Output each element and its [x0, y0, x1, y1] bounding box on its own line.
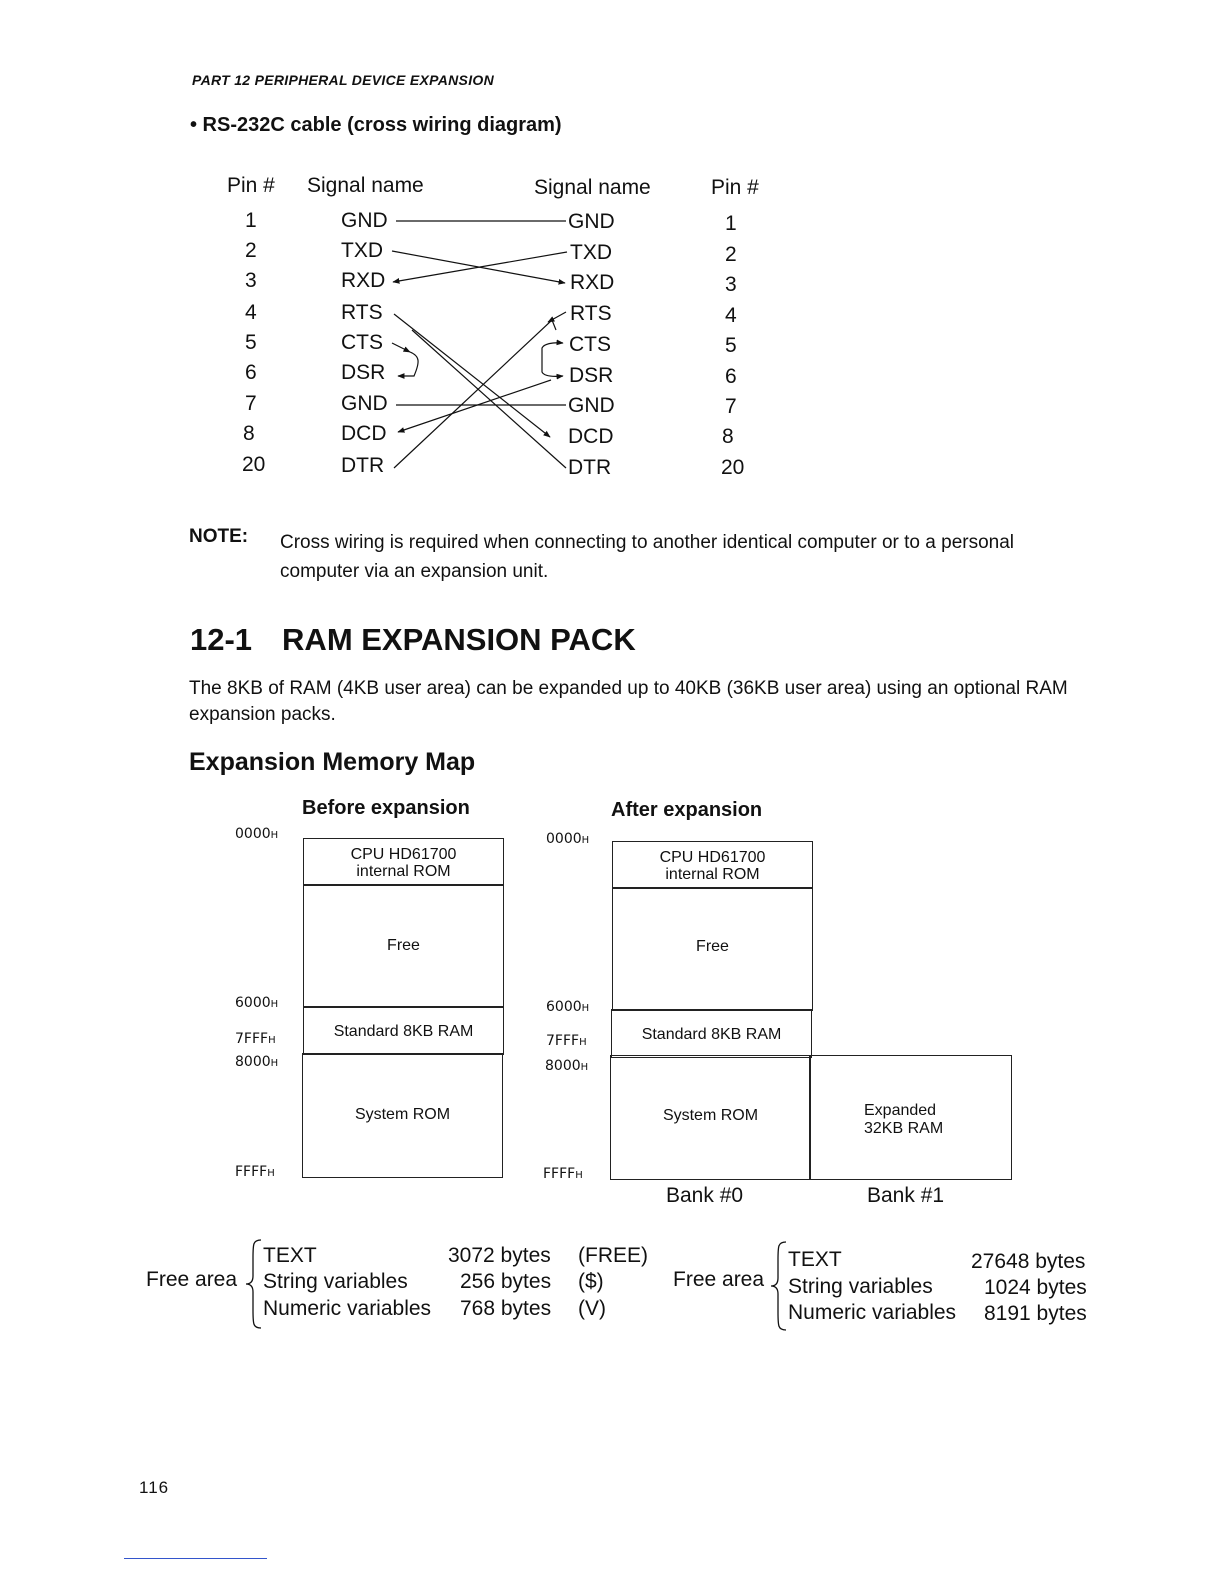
- pin-right: 1: [725, 212, 737, 235]
- memory-map-heading: Expansion Memory Map: [189, 748, 476, 776]
- wiring-heading: • RS-232C cable (cross wiring diagram): [190, 114, 562, 136]
- pin-left: 1: [245, 209, 257, 232]
- signal-right: CTS: [569, 333, 611, 356]
- addr-value: 8000: [235, 1054, 271, 1070]
- signal-left: TXD: [341, 239, 383, 262]
- wire-cts-right: [542, 343, 563, 356]
- free-area-label-before: Free area: [146, 1268, 238, 1291]
- addr-7fff-before: [235, 1031, 276, 1047]
- block-cpu-line1: CPU HD61700: [659, 849, 766, 866]
- addr-6000-before: [235, 995, 278, 1011]
- block-sys-rom-after: [610, 1055, 811, 1180]
- block-std-ram-after: [611, 1009, 812, 1058]
- pin-right: 5: [725, 334, 737, 357]
- note-text: Cross wiring is required when connecting to another identical computer or to a personal computer via an expansion unit.: [280, 532, 1015, 582]
- pin-right: 7: [725, 395, 737, 418]
- free-area-label-after: Free area: [673, 1268, 765, 1291]
- pin-left: 20: [242, 453, 266, 476]
- brace-before-icon: [244, 1238, 264, 1330]
- signal-left: DTR: [341, 454, 385, 477]
- addr-6000-after: [546, 999, 589, 1015]
- addr-value: 0000: [235, 826, 271, 842]
- addr-0000-before: [235, 826, 278, 842]
- addr-value: 0000: [546, 831, 582, 847]
- signal-right: DSR: [569, 364, 614, 387]
- free-before-text-name: TEXT: [263, 1244, 317, 1267]
- signal-left: RXD: [341, 269, 386, 292]
- before-expansion-label: Before expansion: [302, 797, 470, 819]
- addr-value: 6000: [546, 999, 582, 1015]
- free-before-numeric-name: Numeric variables: [263, 1297, 432, 1320]
- signal-left: DSR: [341, 361, 386, 384]
- free-before-numeric-bytes: 768 bytes: [460, 1297, 552, 1320]
- wire-rts-dcd: [394, 314, 550, 437]
- pin-right: 8: [722, 425, 734, 448]
- block-exp-line2: 32KB RAM: [864, 1120, 944, 1137]
- free-after-numeric-bytes: 8191 bytes: [984, 1302, 1087, 1325]
- pin-left: 4: [245, 301, 257, 324]
- free-after-text-bytes: 27648 bytes: [971, 1250, 1086, 1273]
- pin-right: 2: [725, 243, 737, 266]
- signal-left: RTS: [341, 301, 383, 324]
- section-intro: The 8KB of RAM (4KB user area) can be expanded up to 40KB (36KB user area) using an optional RAM expansion packs.: [189, 678, 1068, 725]
- free-before-text-note: (FREE): [578, 1244, 648, 1267]
- section-title-text: RAM EXPANSION PACK: [282, 622, 636, 657]
- addr-suffix: H: [268, 1035, 276, 1046]
- signal-right: DCD: [568, 425, 614, 448]
- signal-right: RTS: [570, 302, 612, 325]
- wire-dtr-dcd: [398, 380, 551, 432]
- pin-right: 3: [725, 273, 737, 296]
- page-number: 116: [139, 1478, 170, 1497]
- block-std-ram-label: Standard 8KB RAM: [641, 1026, 782, 1043]
- note-label: NOTE:: [189, 526, 249, 547]
- block-cpu-rom-before: [303, 838, 504, 886]
- free-after-text-name: TEXT: [788, 1248, 842, 1271]
- col-pin-right: Pin #: [711, 176, 759, 199]
- brace-after-icon: [769, 1240, 789, 1332]
- signal-left: GND: [341, 209, 388, 232]
- col-signal-left: Signal name: [307, 174, 424, 197]
- addr-8000-after: [545, 1058, 588, 1074]
- block-std-ram-before: [303, 1006, 504, 1055]
- addr-suffix: H: [579, 1037, 587, 1048]
- addr-value: 7FFF: [235, 1031, 269, 1047]
- free-before-string-bytes: 256 bytes: [460, 1270, 552, 1293]
- block-sys-rom-before: [302, 1053, 503, 1178]
- pin-right: 20: [721, 456, 745, 479]
- addr-value: FFFF: [235, 1164, 268, 1180]
- addr-value: 6000: [235, 995, 271, 1011]
- block-exp-line1: Expanded: [864, 1102, 937, 1119]
- pin-right: 4: [725, 304, 737, 327]
- signal-right: GND: [568, 210, 615, 233]
- pin-left: 6: [245, 361, 257, 384]
- wire-dtr-cts: [394, 320, 556, 468]
- free-after-numeric-name: Numeric variables: [788, 1301, 957, 1324]
- wire-rts-right-stub: [548, 312, 566, 322]
- block-free-label: Free: [696, 938, 729, 955]
- pin-left: 3: [245, 269, 257, 292]
- addr-value: 8000: [545, 1058, 581, 1074]
- signal-left: GND: [341, 392, 388, 415]
- after-expansion-label: After expansion: [611, 799, 763, 821]
- bank0-label: Bank #0: [666, 1184, 744, 1207]
- running-header: PART 12 PERIPHERAL DEVICE EXPANSION: [192, 72, 494, 88]
- pin-left: 7: [245, 392, 257, 415]
- addr-suffix: H: [581, 835, 590, 846]
- col-pin-left: Pin #: [227, 174, 275, 197]
- addr-0000-after: [546, 831, 589, 847]
- addr-suffix: H: [580, 1062, 589, 1073]
- block-sys-rom-label: System ROM: [662, 1107, 759, 1124]
- block-free-before: [303, 884, 504, 1008]
- pin-left: 8: [243, 422, 255, 445]
- free-before-string-note: ($): [578, 1270, 604, 1293]
- addr-suffix: H: [581, 1003, 590, 1014]
- block-sys-rom-label: System ROM: [354, 1106, 451, 1123]
- signal-right: TXD: [570, 241, 612, 264]
- section-title: [190, 622, 636, 658]
- block-std-ram-label: Standard 8KB RAM: [333, 1023, 474, 1040]
- pin-left: 2: [245, 239, 257, 262]
- pin-left: 5: [245, 331, 257, 354]
- wire-cross-dtr: [412, 330, 566, 468]
- wire-dsr-loop-left: [398, 352, 418, 376]
- bank1-label: Bank #1: [867, 1184, 945, 1207]
- addr-value: 7FFF: [546, 1033, 580, 1049]
- addr-suffix: H: [270, 1058, 279, 1069]
- col-signal-right: Signal name: [534, 176, 651, 199]
- addr-suffix: H: [270, 999, 279, 1010]
- addr-ffff-after: [543, 1166, 583, 1182]
- signal-right: GND: [568, 394, 615, 417]
- block-free-label: Free: [387, 937, 420, 954]
- wire-dsr-right: [542, 356, 563, 376]
- addr-ffff-before: [235, 1164, 275, 1180]
- block-cpu-line2: internal ROM: [665, 866, 760, 883]
- addr-7fff-after: [546, 1033, 587, 1049]
- free-after-string-bytes: 1024 bytes: [984, 1276, 1087, 1299]
- block-free-after: [612, 887, 813, 1011]
- section-number: 12-1: [190, 622, 253, 657]
- addr-value: FFFF: [543, 1166, 576, 1182]
- free-before-text-bytes: 3072 bytes: [448, 1244, 551, 1267]
- block-cpu-rom-after: [612, 841, 813, 889]
- signal-right: RXD: [570, 271, 615, 294]
- free-after-string-name: String variables: [788, 1275, 933, 1298]
- signal-left: CTS: [341, 331, 383, 354]
- block-expanded-ram: [809, 1055, 1012, 1180]
- bottom-rule: [124, 1558, 267, 1559]
- cross-wiring-lines: [0, 0, 1224, 600]
- wire-cts-loop-left: [392, 343, 410, 352]
- addr-suffix: H: [575, 1170, 583, 1181]
- signal-left: DCD: [341, 422, 387, 445]
- free-before-numeric-note: (V): [578, 1297, 606, 1320]
- pin-right: 6: [725, 365, 737, 388]
- signal-right: DTR: [568, 456, 612, 479]
- block-cpu-line1: CPU HD61700: [350, 846, 457, 863]
- addr-suffix: H: [267, 1168, 275, 1179]
- addr-suffix: H: [270, 830, 279, 841]
- free-before-string-name: String variables: [263, 1270, 408, 1293]
- addr-8000-before: [235, 1054, 278, 1070]
- block-cpu-line2: internal ROM: [356, 863, 451, 880]
